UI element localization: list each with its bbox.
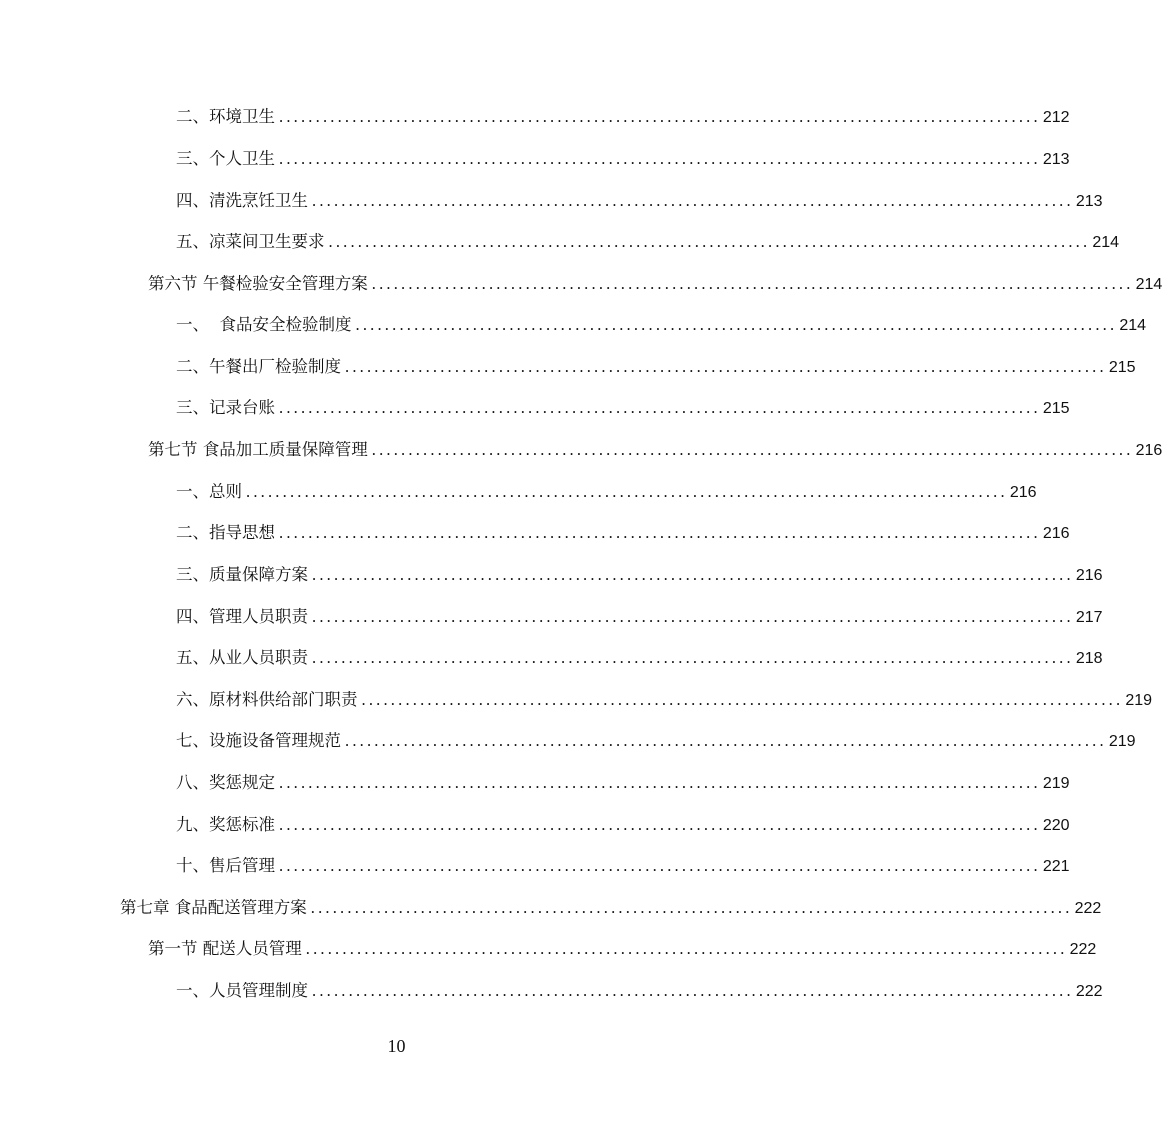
toc-entry[interactable] xyxy=(176,147,1070,171)
toc-entry[interactable] xyxy=(176,313,1147,337)
toc-entry-title: 三、记录台账 xyxy=(176,398,275,417)
toc-entry-page: 213 xyxy=(1075,193,1103,210)
toc-entry-page: 214 xyxy=(1092,234,1120,251)
toc-entry-title: 二、指导思想 xyxy=(176,523,275,542)
toc-entry-page: 213 xyxy=(1042,151,1070,168)
toc-leader-dots: ........................................................................................................ xyxy=(345,731,1107,750)
toc-entry[interactable] xyxy=(176,230,1120,254)
toc-entry-title: 六、原材料供给部门职责 xyxy=(176,690,358,709)
toc-entry-title: 第七节 食品加工质量保障管理 xyxy=(148,440,368,459)
page-number: 10 xyxy=(387,1036,406,1056)
toc-entry[interactable] xyxy=(176,563,1103,587)
toc-entry[interactable] xyxy=(176,688,1153,712)
toc-leader-dots: ........................................................................................................ xyxy=(279,773,1041,792)
toc-leader-dots: ........................................................................................................ xyxy=(279,523,1041,542)
toc-entry[interactable] xyxy=(176,854,1070,878)
toc-entry-page: 222 xyxy=(1075,983,1103,1000)
toc-entry[interactable] xyxy=(176,189,1103,213)
toc-entry-page: 216 xyxy=(1042,525,1070,542)
toc-entry-page: 219 xyxy=(1042,775,1070,792)
toc-entry[interactable] xyxy=(176,813,1070,837)
toc-entry-page: 221 xyxy=(1042,858,1070,875)
toc-leader-dots: ........................................................................................................ xyxy=(305,939,1068,958)
toc-leader-dots: ........................................................................................................ xyxy=(312,191,1074,210)
toc-entry-title: 第一节 配送人员管理 xyxy=(148,939,302,958)
toc-entry-page: 215 xyxy=(1108,359,1136,376)
toc-entry-page: 214 xyxy=(1135,276,1162,293)
toc-entry-page: 220 xyxy=(1042,817,1070,834)
toc-leader-dots: ........................................................................................................ xyxy=(279,107,1041,126)
toc-leader-dots: ........................................................................................................ xyxy=(371,274,1134,293)
toc-entry-title: 四、管理人员职责 xyxy=(176,607,308,626)
toc-entry-title: 一、 食品安全检验制度 xyxy=(176,315,352,334)
toc-entry[interactable] xyxy=(176,979,1103,1003)
toc-leader-dots: ........................................................................................................ xyxy=(310,898,1073,917)
toc-entry-title: 十、售后管理 xyxy=(176,856,275,875)
toc-entry-page: 222 xyxy=(1069,941,1097,958)
toc-entry[interactable] xyxy=(148,937,1097,961)
toc-entry-page: 217 xyxy=(1075,609,1103,626)
toc-entry[interactable] xyxy=(176,729,1136,753)
toc-entry[interactable] xyxy=(176,605,1103,629)
toc-entry[interactable] xyxy=(176,355,1136,379)
toc-entry-page: 216 xyxy=(1075,567,1103,584)
toc-entry-title: 八、奖惩规定 xyxy=(176,773,275,792)
toc-leader-dots: ........................................................................................................ xyxy=(371,440,1134,459)
toc-leader-dots: ........................................................................................................ xyxy=(361,690,1124,709)
toc-leader-dots: ........................................................................................................ xyxy=(312,607,1074,626)
toc-entry-page: 216 xyxy=(1135,442,1162,459)
toc-leader-dots: ........................................................................................................ xyxy=(279,398,1041,417)
toc-entry[interactable] xyxy=(120,896,1102,920)
toc-entry[interactable] xyxy=(176,646,1103,670)
toc-entry-title: 第六节 午餐检验安全管理方案 xyxy=(148,274,368,293)
toc-entry-title: 一、总则 xyxy=(176,482,242,501)
toc-entry-title: 五、凉菜间卫生要求 xyxy=(176,232,325,251)
toc-leader-dots: ........................................................................................................ xyxy=(312,565,1074,584)
toc-leader-dots: ........................................................................................................ xyxy=(345,357,1107,376)
toc-entry-title: 第七章 食品配送管理方案 xyxy=(120,898,307,917)
toc-entry-page: 216 xyxy=(1009,484,1037,501)
toc-entry[interactable] xyxy=(148,272,1162,296)
toc-leader-dots: ........................................................................................................ xyxy=(246,482,1008,501)
toc-entry-title: 三、个人卫生 xyxy=(176,149,275,168)
toc-entry[interactable] xyxy=(176,480,1037,504)
toc-leader-dots: ........................................................................................................ xyxy=(279,856,1041,875)
toc-entry-page: 215 xyxy=(1042,400,1070,417)
toc-entry-title: 五、从业人员职责 xyxy=(176,648,308,667)
toc-entry-page: 219 xyxy=(1125,692,1153,709)
toc-entry-title: 三、质量保障方案 xyxy=(176,565,308,584)
toc-entry-title: 一、人员管理制度 xyxy=(176,981,308,1000)
toc-leader-dots: ........................................................................................................ xyxy=(355,315,1118,334)
toc-leader-dots: ........................................................................................................ xyxy=(328,232,1091,251)
toc-entry[interactable] xyxy=(176,396,1070,420)
toc-entry-title: 四、清洗烹饪卫生 xyxy=(176,191,308,210)
toc-leader-dots: ........................................................................................................ xyxy=(279,815,1041,834)
toc-entry[interactable] xyxy=(176,105,1070,129)
toc-leader-dots: ........................................................................................................ xyxy=(312,981,1074,1000)
toc-entry-page: 222 xyxy=(1074,900,1102,917)
toc-entry-title: 二、环境卫生 xyxy=(176,107,275,126)
toc-entry-page: 218 xyxy=(1075,650,1103,667)
toc-entry[interactable] xyxy=(176,771,1070,795)
toc-entry-title: 二、午餐出厂检验制度 xyxy=(176,357,341,376)
toc-entry-page: 212 xyxy=(1042,109,1070,126)
toc-leader-dots: ........................................................................................................ xyxy=(312,648,1074,667)
toc-entry-page: 219 xyxy=(1108,733,1136,750)
toc-entry-title: 九、奖惩标准 xyxy=(176,815,275,834)
toc-entry[interactable] xyxy=(176,521,1070,545)
toc-entry-page: 214 xyxy=(1119,317,1147,334)
toc-entry[interactable] xyxy=(148,438,1162,462)
toc-leader-dots: ........................................................................................................ xyxy=(279,149,1041,168)
toc-entry-title: 七、设施设备管理规范 xyxy=(176,731,341,750)
